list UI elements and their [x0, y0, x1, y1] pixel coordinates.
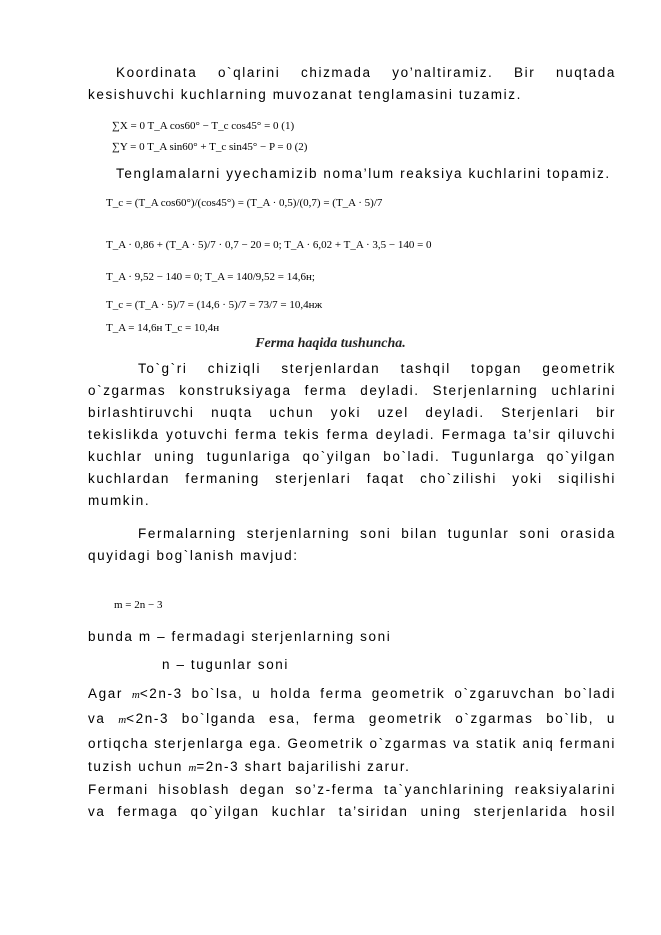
equation-text: ∑X = 0 T_A cos60° − T_c cos45° = 0 (1)	[112, 120, 295, 132]
text-line: Tenglamalarni yyechamizib noma’lum reaksiya kuchlarini topamiz.	[116, 166, 611, 181]
text-line: Koordinata o`qlarini chizmada yo’naltiramiz. Bir nuqtada	[116, 65, 616, 80]
definition-m	[88, 626, 616, 648]
text-line: ortiqcha sterjenlarga ega. Geometrik o`zgarmas va statik aniq fermani	[88, 736, 616, 751]
calc-tc-expression	[106, 196, 382, 210]
equation-sum-x	[112, 119, 294, 133]
math-variable-m: m	[188, 762, 197, 774]
paragraph-agar	[88, 682, 616, 780]
equation-text: m = 2n − 3	[114, 599, 163, 611]
paragraph-solve	[116, 163, 616, 185]
text-line: va m<2n-3 bo`lganda esa, ferma geometrik o`zgarmas bo`lib, u	[88, 711, 617, 726]
equation-text: T_c = (T_A cos60°)/(cos45°) = (T_A · 0,5)/(0,7) = (T_A · 5)/7	[106, 197, 383, 209]
calc-line-5	[106, 321, 219, 335]
paragraph-relation	[88, 523, 616, 567]
equation-text: T_A · 0,86 + (T_A · 5)/7 · 0,7 − 20 = 0; T_A · 6,02 + T_A · 3,5 − 140 = 0	[106, 239, 432, 251]
math-variable-m: m	[118, 714, 127, 726]
calc-line-3	[106, 270, 315, 284]
paragraph-intro	[88, 62, 616, 106]
definition-n	[162, 654, 612, 676]
text-line: tuzish uchun m=2n-3 shart bajarilishi zarur.	[88, 759, 411, 774]
paragraph-ferma-definition	[88, 358, 616, 512]
formula-m	[114, 598, 162, 612]
text-line: Fermalarning sterjenlarning soni bilan tugunlar soni orasida	[138, 526, 616, 541]
text-line: Agar m<2n-3 bo`lsa, u holda ferma geometrik o`zgaruvchan bo`ladi	[88, 686, 616, 701]
text-line: To`g`ri chiziqli sterjenlardan tashqil topgan geometrik	[138, 361, 616, 376]
text-line: quyidagi bog`lanish mavjud:	[88, 548, 299, 563]
text-line: n – tugunlar soni	[162, 657, 290, 672]
section-heading: Ferma haqida tushuncha.	[255, 336, 406, 351]
text-line: kuchlar uning tugunlariga qo`yilgan bo`ladi. Tugunlarga qo`yilgan	[88, 449, 616, 464]
text-line: tekislikda yotuvchi ferma tekis ferma deyladi. Fermaga ta’sir qiluvchi	[88, 427, 616, 442]
calc-line-2	[106, 238, 432, 252]
equation-text: T_A · 9,52 − 140 = 0; T_A = 140/9,52 = 14,6н;	[106, 271, 315, 283]
text-line: kesishuvchi kuchlarning muvozanat tenglamasini tuzamiz.	[88, 87, 522, 102]
equation-text: ∑Y = 0 T_A sin60° + T_c sin45° − P = 0 (2)	[112, 141, 308, 153]
calc-line-4	[106, 298, 322, 312]
text-line: kuchlardan fermaning sterjenlari faqat cho`zilishi yoki siqilishi	[88, 471, 616, 486]
text-line: va fermaga qo`yilgan kuchlar ta’siridan uning sterjenlarida hosil	[88, 804, 616, 819]
equation-sum-y	[112, 140, 307, 154]
text-line: birlashtiruvchi nuqta uchun yoki uzel deyladi. Sterjenlari bir	[88, 405, 616, 420]
equation-text: T_c = (T_A · 5)/7 = (14,6 · 5)/7 = 73/7 = 10,4нж	[106, 299, 323, 311]
equation-text: T_A = 14,6н T_c = 10,4н	[106, 322, 220, 334]
text-line: mumkin.	[88, 493, 151, 508]
math-variable-m: m	[131, 689, 140, 701]
paragraph-hisoblash	[88, 779, 616, 823]
text-line: o`zgarmas konstruksiyaga ferma deyladi. Sterjenlarning uchlarini	[88, 383, 616, 398]
text-line: bunda m – fermadagi sterjenlarning soni	[88, 629, 392, 644]
text-line: Fermani hisoblash degan so’z-ferma ta`yanchlarining reaksiyalarini	[88, 782, 616, 797]
